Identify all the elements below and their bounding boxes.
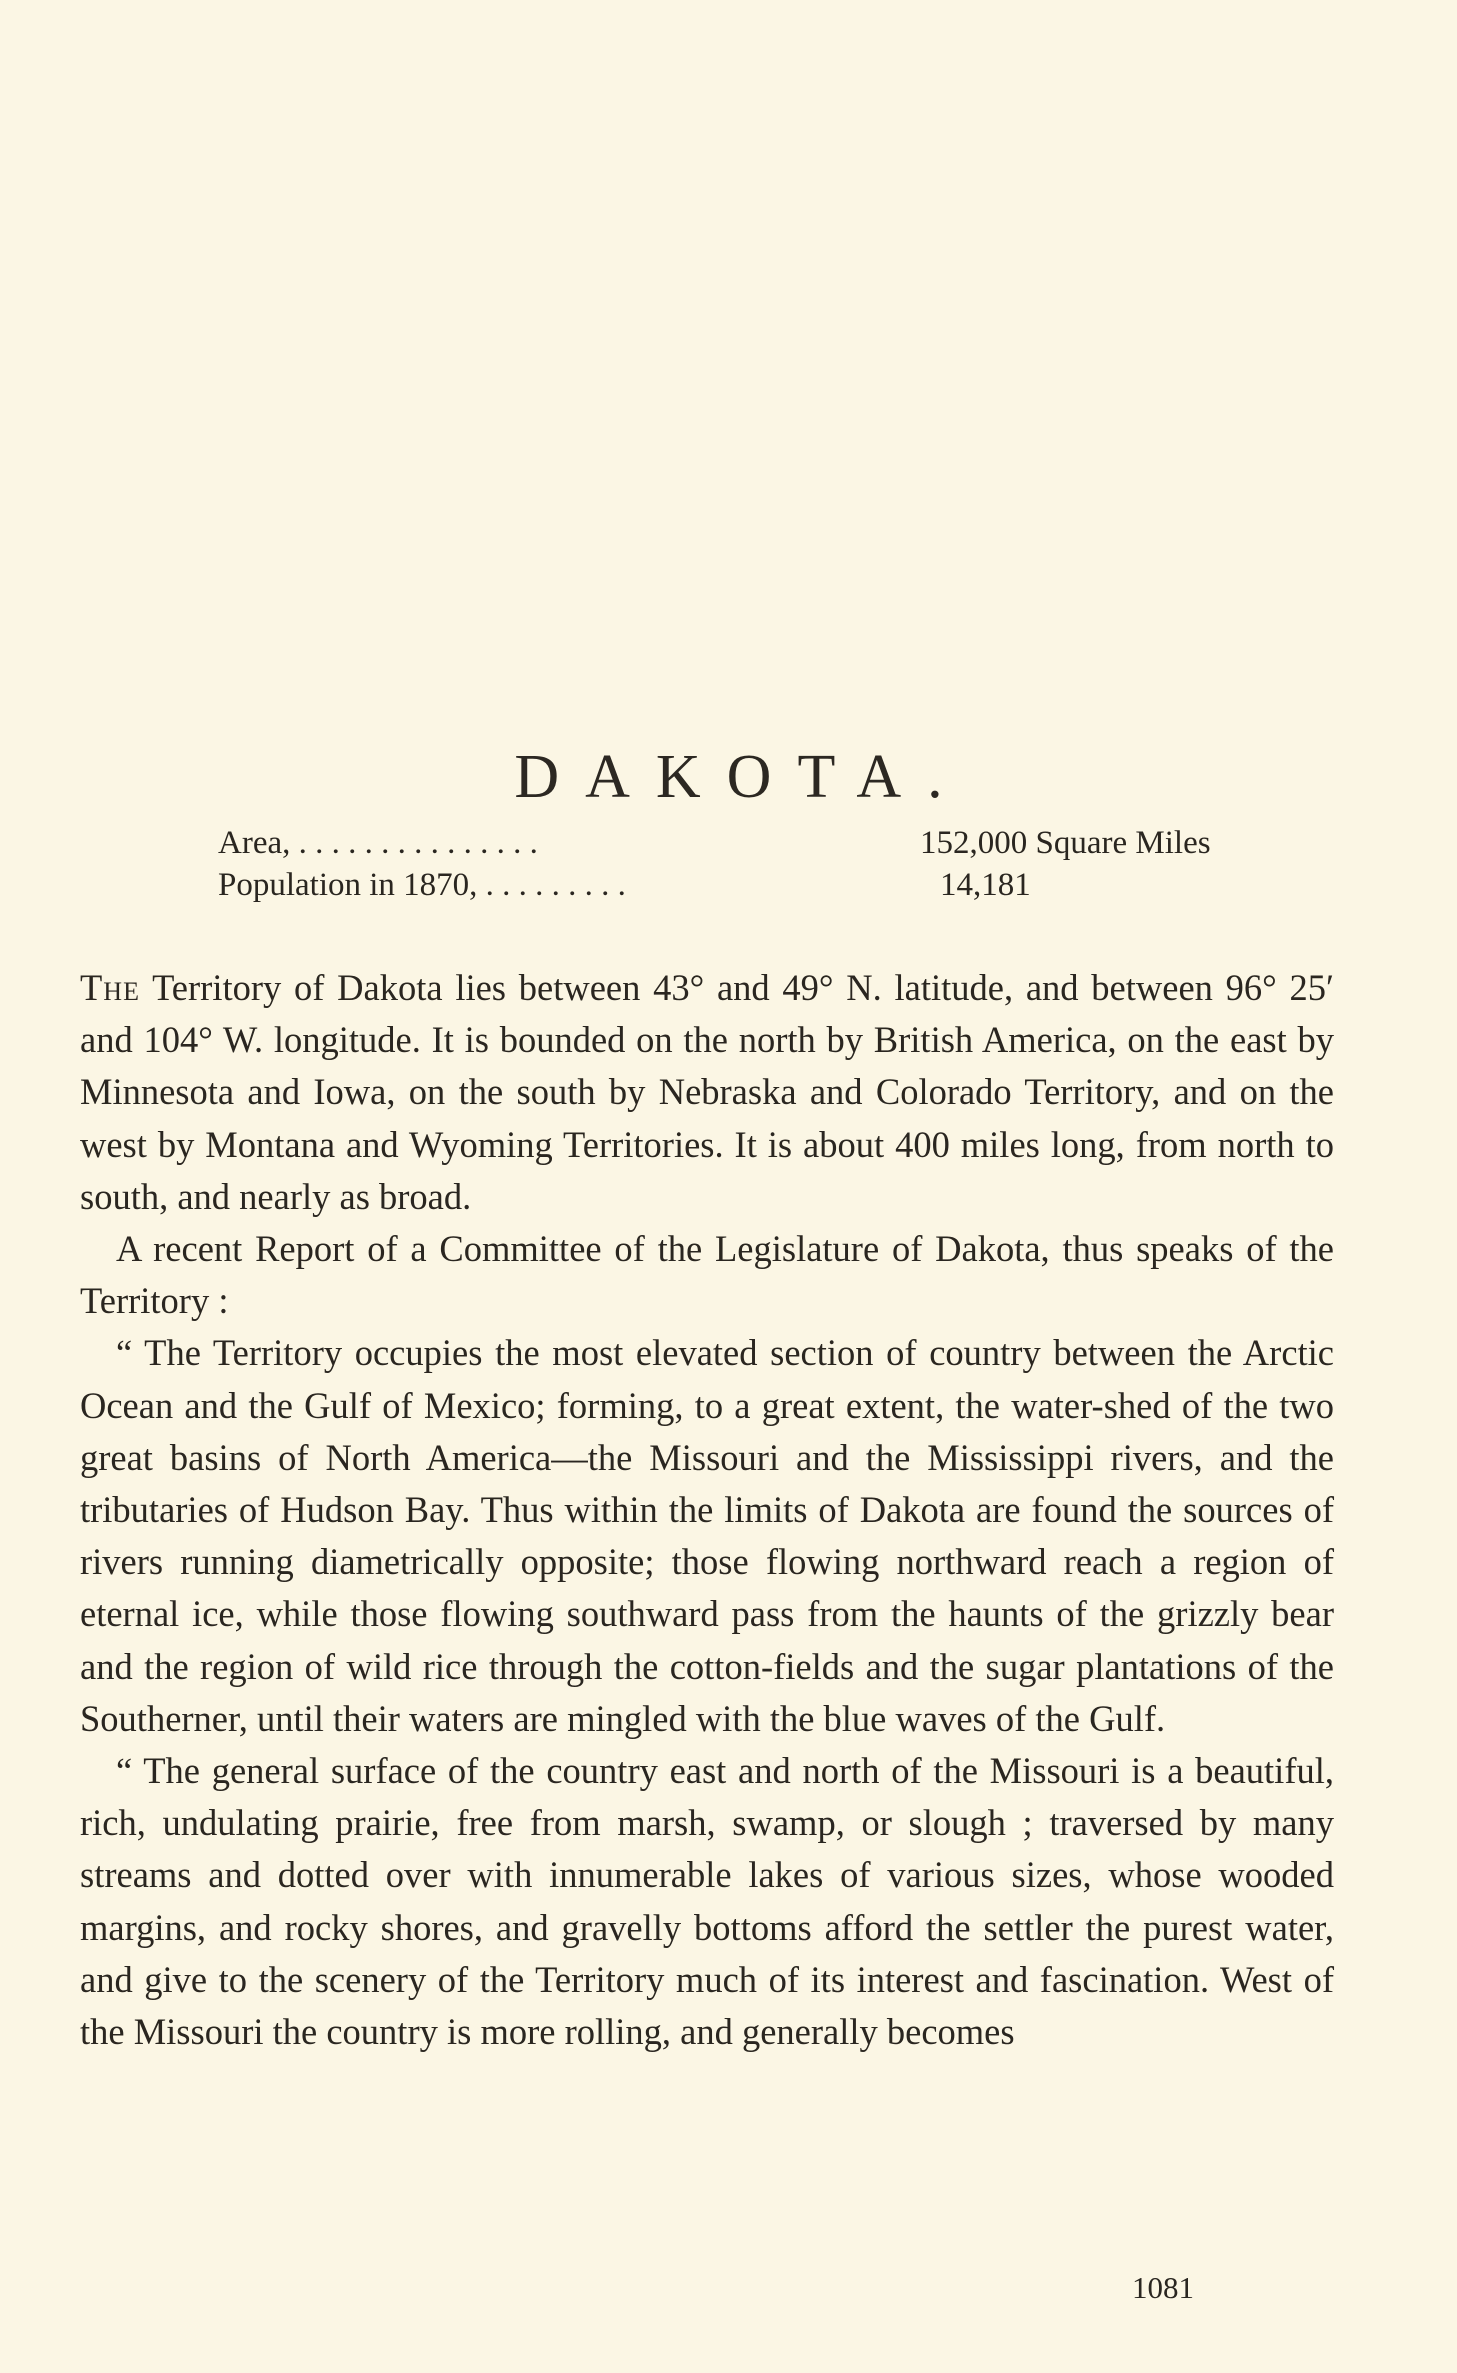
lead-word: The: [80, 967, 140, 1008]
page-title: DAKOTA.: [514, 742, 969, 811]
stat-label-area: Area, . . . . . . . . . . . . . . .: [218, 825, 538, 861]
paragraph-text: “ The Territory occupies the most elevated section of country between the Arctic Ocean and the Gulf of Mexico; forming, to a great extent, the water-shed of the two great basins of North America—the Missouri and the Mississippi rivers, and the tributaries of Hudson Bay. Thus within the limits of Dakota are found the sources of rivers running diametrically opposite; those flowing northward reach a region of eternal ice, while those flowing southward pass from the haunts of the grizzly bear and the region of wild rice through the cotton-fields and the sugar plantations of the Southerner, until their waters are mingled with the blue waves of the Gulf.: [80, 1332, 1334, 1739]
stat-value-area: 152,000 Square Miles: [920, 825, 1211, 861]
paragraph: [80, 962, 1334, 1223]
paragraph: [80, 1223, 1334, 1327]
body-text: [80, 962, 1334, 2058]
stat-label-population: Population in 1870, . . . . . . . . .: [218, 867, 626, 903]
page-number: 1081: [1132, 2270, 1194, 2305]
paragraph: [80, 1327, 1334, 1745]
paragraph-text: A recent Report of a Committee of the Legislature of Dakota, thus speaks of the Territory :: [80, 1228, 1334, 1322]
paragraph: [80, 1745, 1334, 2058]
paragraph-text: Territory of Dakota lies between 43° and 49° N. latitude, and between 96° 25′ and 104° W. longitude. It is bounded on the north by British America, on the east by Minnesota and Iowa, on the south by Nebraska and Colorado Territory, and on the west by Montana and Wyoming Territories. It is about 400 miles long, from north to south, and nearly as broad.: [80, 967, 1334, 1217]
paragraph-text: “ The general surface of the country east and north of the Missouri is a beautiful, rich, undulating prairie, free from marsh, swamp, or slough ; traversed by many streams and dotted over with innumerable lakes of various sizes, whose wooded margins, and rocky shores, and gravelly bottoms afford the settler the purest water, and give to the scenery of the Territory much of its interest and fascination. West of the Missouri the country is more rolling, and generally becomes: [80, 1750, 1334, 2053]
stat-value-population: 14,181: [940, 867, 1031, 903]
